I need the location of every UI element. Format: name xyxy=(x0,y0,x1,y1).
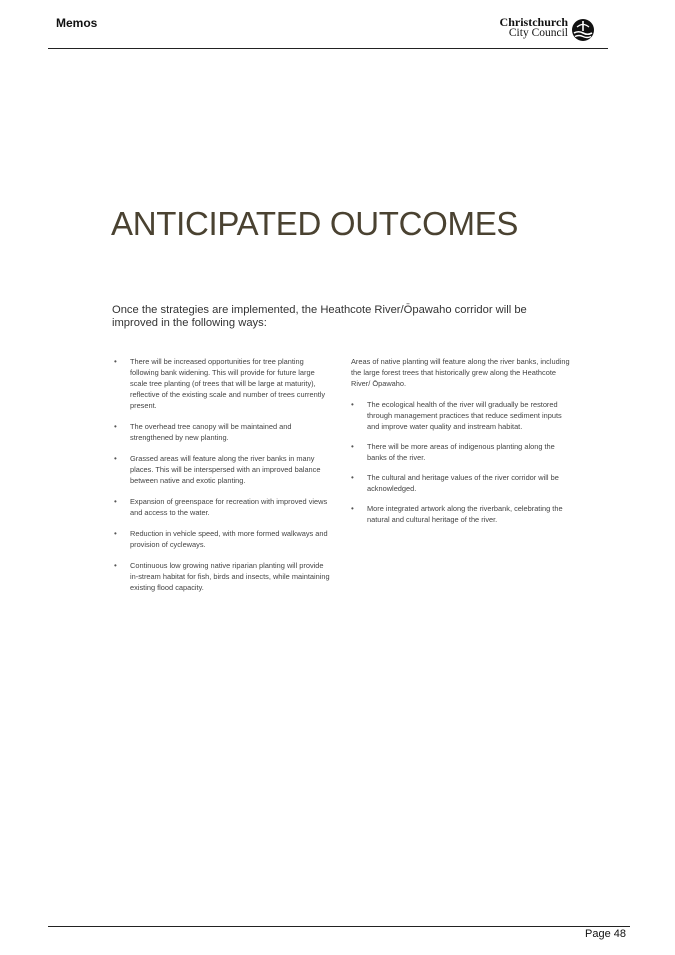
right-column xyxy=(351,356,571,534)
bullet-text: Continuous low growing native riparian planting will provide in-stream habitat for fish, birds and insects, while maintaining existing flood capacity. xyxy=(130,561,330,592)
intro-paragraph: Once the strategies are implemented, the Heathcote River/Ōpawaho corridor will be improved in the following ways: xyxy=(112,304,527,329)
bullet-marker: • xyxy=(114,357,117,366)
bullet-marker: • xyxy=(114,454,117,463)
logo-text xyxy=(492,17,568,39)
logo-line2: City Council xyxy=(508,27,568,39)
bullet-text: There will be more areas of indigenous planting along the banks of the river. xyxy=(367,442,555,462)
bullet-marker: • xyxy=(351,473,354,482)
list-item xyxy=(351,399,571,432)
list-item xyxy=(114,453,330,486)
bullet-text: Reduction in vehicle speed, with more formed walkways and provision of cycleways. xyxy=(130,529,328,549)
council-crest-icon xyxy=(571,18,595,42)
bullet-marker: • xyxy=(114,529,117,538)
right-bullet-list xyxy=(351,399,571,525)
list-item xyxy=(114,356,330,411)
bullet-text: There will be increased opportunities for tree planting following bank widening. This will provide for future large scale tree planting (of trees that will be large at maturity), reflective of the existing scale and number of trees currently present. xyxy=(130,357,326,410)
bullet-marker: • xyxy=(351,504,354,513)
logo-line1: Christchurch xyxy=(499,15,568,29)
footer-divider xyxy=(48,926,630,927)
bullet-marker: • xyxy=(114,561,117,570)
bullet-marker: • xyxy=(114,497,117,506)
bullet-marker: • xyxy=(351,442,354,451)
bullet-text: The ecological health of the river will gradually be restored through management practices that reduce sediment inputs and improve water quality and instream habitat. xyxy=(367,400,562,431)
header-title: Memos xyxy=(56,16,98,30)
left-column xyxy=(114,356,330,603)
list-item xyxy=(114,496,330,518)
list-item xyxy=(351,503,571,525)
bullet-text: The cultural and heritage values of the river corridor will be acknowledged. xyxy=(367,473,559,493)
bullet-text: The overhead tree canopy will be maintained and strengthened by new planting. xyxy=(130,422,292,442)
council-logo xyxy=(492,17,602,45)
right-intro-paragraph: Areas of native planting will feature along the river banks, including the large forest trees that historically grew along the Heathcote River/ Ōpawaho. xyxy=(351,357,570,388)
bullet-marker: • xyxy=(114,422,117,431)
page-number: Page 48 xyxy=(585,928,626,940)
left-bullet-list xyxy=(114,356,330,593)
bullet-marker: • xyxy=(351,400,354,409)
list-item xyxy=(351,472,571,494)
header-divider xyxy=(48,48,608,49)
bullet-text: Grassed areas will feature along the river banks in many places. This will be interspersed with an improved balance between native and exotic planting. xyxy=(130,454,321,485)
list-item xyxy=(114,421,330,443)
list-item xyxy=(351,441,571,463)
page-heading: ANTICIPATED OUTCOMES xyxy=(111,205,519,242)
list-item xyxy=(114,528,330,550)
bullet-text: More integrated artwork along the riverbank, celebrating the natural and cultural heritage of the river. xyxy=(367,504,563,524)
bullet-text: Expansion of greenspace for recreation with improved views and access to the water. xyxy=(130,497,328,517)
list-item xyxy=(114,560,330,593)
